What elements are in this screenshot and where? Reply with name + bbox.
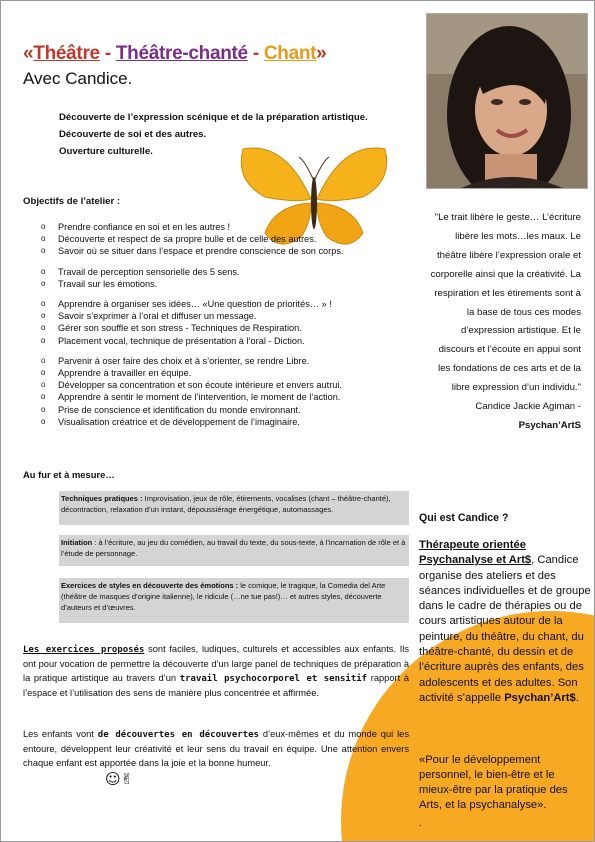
title-separator: - <box>99 43 116 64</box>
about-quote: «Pour le développement personnel, le bien-être et le mieux-être par la pratique des Arts, et la psychanalyse». <box>419 754 568 811</box>
exercises-box <box>59 578 409 623</box>
portrait-photo <box>426 13 588 189</box>
list-item: o Découverte et respect de sa propre bulle et de celle des autres. <box>41 233 411 245</box>
artist-quote <box>429 209 581 436</box>
list-item: o Savoir où se situer dans l’espace et prendre conscience de son corps. <box>41 245 411 257</box>
about-heading: Qui est Candice ? <box>419 512 509 524</box>
list-item: o Travail de perception sensorielle des 5 sens. <box>41 266 411 278</box>
quote-text: "Le trait libère le geste… L’écriture libère les mots…les maux. Le théâtre libère l’expression orale et corporelle ainsi que la créativité. La respiration et les étirements sont à la base de tous ces modes d’expression artistique. Et le discours et l’écoute en appui sont les fondations de ces arts et de la libre expression d’un individu." <box>430 212 581 394</box>
about-comma: , <box>531 554 535 567</box>
smiley-icon: ☺✌ <box>105 770 134 788</box>
page-title <box>23 43 326 65</box>
intro-line: Découverte de soi et des autres. <box>59 129 207 140</box>
list-item: o Savoir s’exprimer à l’oral et diffuser un message. <box>41 310 411 322</box>
title-theatre-chante: Théâtre-chanté <box>115 43 248 64</box>
list-item: o Développer sa concentration et son écoute intérieure et envers autrui. <box>41 379 411 391</box>
box-text: Improvisation, jeux de rôle, étirements, vocalises (chant – théâtre-chanté), décontraction, relaxation d’un instant, dépoussiérage énergétique, automassages. <box>61 494 391 514</box>
quote-brand: Psychan’ArtS <box>518 419 581 431</box>
list-item: o Apprendre à organiser ses idées… «Une question de priorités… » ! <box>41 298 411 310</box>
title-chant: Chant <box>263 43 317 64</box>
list-item: o Apprendre à sentir le moment de l’intervention, le moment de l’action. <box>41 391 411 403</box>
about-body: Candice organise des ateliers et des séances individuelles et de groupe dans le cadre de thérapies ou de cours artistiques autour de la peinture, du théâtre, du chant, du théâtre-chanté, du dessin et de l’écriture auprès des enfants, des adolescents et des adultes. Son activité s’appelle <box>419 554 591 704</box>
list-item: o Visualisation créatrice et de développement de l’imaginaire. <box>41 416 411 428</box>
initiation-box <box>59 535 409 566</box>
box-text: : à l’écriture, au jeu du comédien, au travail du texte, du sous-texte, à l’incarnation de rôle et à l’étude de personnage. <box>61 538 406 558</box>
list-item: o Placement vocal, technique de présentation à l’oral - Diction. <box>41 335 411 347</box>
paragraph-emphasis: travail psychocorporel et sensitif <box>179 674 368 685</box>
box-label: Initiation <box>61 538 93 547</box>
title-separator: - <box>247 43 264 64</box>
children-paragraph <box>23 727 409 770</box>
box-label: Exercices de styles en découverte des émotions : <box>61 581 239 590</box>
about-role: Thérapeute orientée Psychanalyse et Art$ <box>419 539 532 567</box>
paragraph-lead: Les exercices proposés <box>23 645 145 655</box>
list-item: o Prendre confiance en soi et en les autres ! <box>41 221 411 233</box>
exercises-paragraph <box>23 642 409 700</box>
list-item: o Parvenir à oser faire des choix et à s’orienter, se rendre Libre. <box>41 355 411 367</box>
progression-heading: Au fur et à mesure… <box>23 469 115 480</box>
list-item: o Travail sur les émotions. <box>41 278 411 290</box>
list-item: o Apprendre à travailler en équipe. <box>41 367 411 379</box>
title-theatre: Théâtre <box>33 43 100 64</box>
trailing-dot: . <box>419 819 422 829</box>
box-text: le comique, le tragique, la Comedia del Arte (théâtre de masques d’origine italienne), le ridicule (…ne tue pas!)… et autres styles, découverte d’auteurs et d’œuvres. <box>61 581 386 612</box>
portrait-illustration <box>427 14 588 189</box>
list-item: o Gérer son souffle et son stress - Techniques de Respiration. <box>41 322 411 334</box>
title-open-quote: « <box>23 43 34 64</box>
quote-author: Candice Jackie Agiman - <box>475 401 581 413</box>
box-label: Techniques pratiques : <box>61 494 143 503</box>
about-end: . <box>575 691 579 704</box>
techniques-box <box>59 491 409 525</box>
objectives-list <box>41 221 411 428</box>
paragraph-text: sont faciles, ludiques, culturels et accessibles aux enfants. Ils ont pour vocation de permettre la découverte d’un large panel de techniques de préparation à la pratique artistique au travers d’un <box>23 644 409 684</box>
about-brand: Psychan’Art$ <box>504 691 576 704</box>
paragraph-text: d’eux-mêmes et du monde qui les entoure, développent leur créativité et leur sens du travail en équipe. Une attention envers chaque enfant est apportée dans la joie et la bonne humeur. <box>23 729 409 769</box>
paragraph-emphasis: de découvertes en découvertes <box>97 730 259 740</box>
paragraph-text: rapport à l’espace et l’utilisation des sens de manière plus concentrée et affirmée. <box>23 673 409 699</box>
page-subtitle: Avec Candice. <box>23 69 133 88</box>
title-close-quote: » <box>316 43 327 64</box>
list-item: o Prise de conscience et identification du monde environnant. <box>41 404 411 416</box>
about-text <box>419 538 591 706</box>
intro-line: Découverte de l’expression scénique et de la préparation artistique. <box>59 112 368 123</box>
intro-line: Ouverture culturelle. <box>59 146 153 157</box>
paragraph-text: Les enfants vont <box>23 729 98 739</box>
objectives-heading: Objectifs de l’atelier : <box>23 196 121 207</box>
